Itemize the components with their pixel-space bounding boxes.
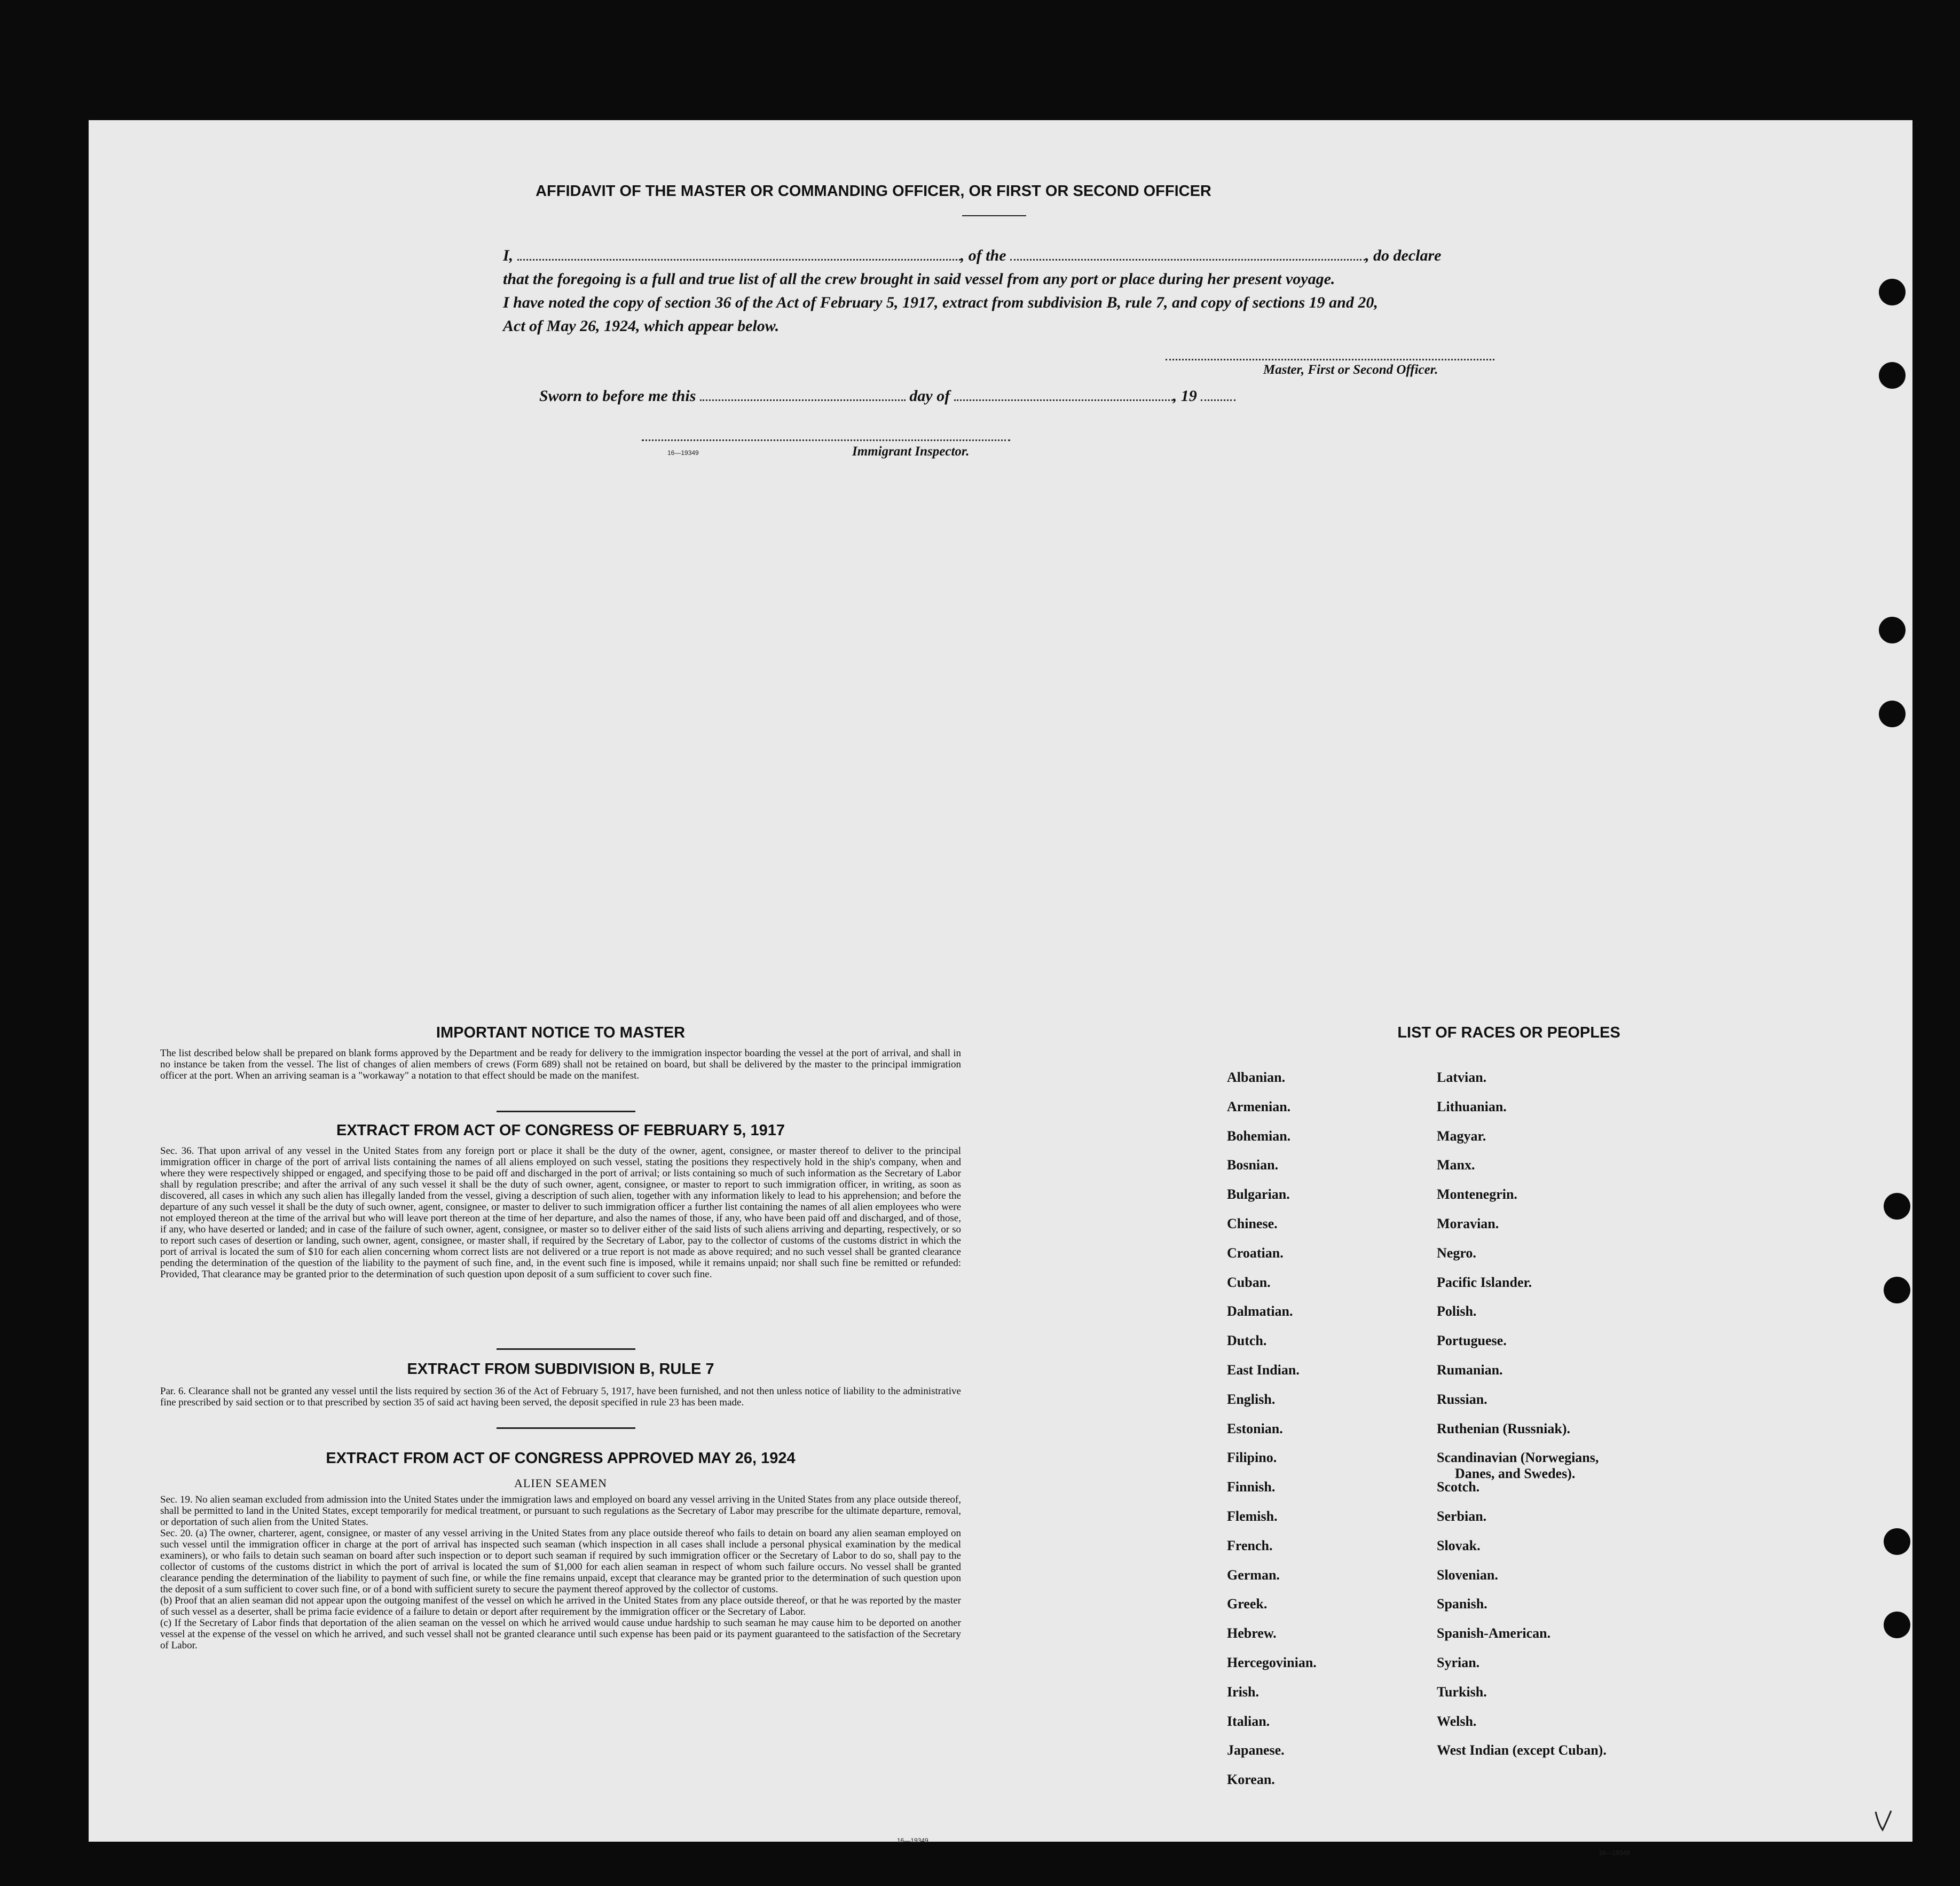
race-item: Greek. bbox=[1227, 1596, 1268, 1612]
binder-hole bbox=[1884, 1277, 1910, 1303]
race-item: English. bbox=[1227, 1391, 1276, 1407]
race-item: Rumanian. bbox=[1437, 1362, 1503, 1378]
race-item: Pacific Islander. bbox=[1437, 1274, 1532, 1290]
extract-1924-subtitle: ALIEN SEAMEN bbox=[514, 1476, 607, 1490]
race-item: Filipino. bbox=[1227, 1450, 1277, 1466]
sworn-day-field[interactable] bbox=[700, 399, 906, 401]
race-item: Flemish. bbox=[1227, 1508, 1278, 1524]
race-item: Polish. bbox=[1437, 1303, 1477, 1319]
binder-hole bbox=[1879, 279, 1906, 305]
races-title: LIST OF RACES OR PEOPLES bbox=[1397, 1024, 1620, 1041]
form-sheet bbox=[89, 120, 1912, 1857]
extract-rule7-body: Par. 6. Clearance shall not be granted any vessel until the lists required by section 36 of the Act of February 5, 1917, have been furnished, and not then unless notice of liability to the administrative fine prescribed by said section or to that prescribed by section 35 of said act having been served, the deposit specified in rule 23 has been made. bbox=[160, 1386, 961, 1408]
affidavit-do-declare: , do declare bbox=[1365, 247, 1442, 264]
extract-1924-body bbox=[160, 1494, 961, 1651]
extract-rule7-title: EXTRACT FROM SUBDIVISION B, RULE 7 bbox=[407, 1361, 714, 1378]
affidavit-of-the: , of the bbox=[960, 247, 1006, 264]
race-item: Slovak. bbox=[1437, 1537, 1481, 1553]
race-item: Russian. bbox=[1437, 1391, 1487, 1407]
section-divider bbox=[497, 1427, 635, 1429]
race-item: German. bbox=[1227, 1567, 1280, 1583]
day-of-label: day of bbox=[909, 387, 950, 405]
binder-hole bbox=[1879, 362, 1906, 389]
race-item: Hercegovinian. bbox=[1227, 1655, 1317, 1670]
race-item: Manx. bbox=[1437, 1157, 1475, 1173]
race-item: Croatian. bbox=[1227, 1245, 1284, 1261]
race-item: Korean. bbox=[1227, 1772, 1275, 1788]
title-divider bbox=[962, 215, 1026, 216]
race-item: Bulgarian. bbox=[1227, 1186, 1290, 1203]
handwritten-mark bbox=[1873, 1808, 1894, 1837]
form-number: 16—19349 bbox=[667, 449, 699, 457]
inspector-label: Immigrant Inspector. bbox=[852, 444, 970, 459]
extract-1917-title: EXTRACT FROM ACT OF CONGRESS OF FEBRUARY 5, 1917 bbox=[336, 1122, 785, 1139]
race-item: Hebrew. bbox=[1227, 1625, 1277, 1641]
vessel-field[interactable] bbox=[1010, 259, 1365, 261]
section-divider bbox=[497, 1348, 635, 1350]
race-item: Spanish-American. bbox=[1437, 1625, 1551, 1641]
master-signature-line[interactable] bbox=[1166, 359, 1494, 360]
race-item: Negro. bbox=[1437, 1245, 1476, 1261]
binder-hole bbox=[1884, 1612, 1910, 1638]
binder-hole bbox=[1879, 617, 1906, 643]
race-item: Serbian. bbox=[1437, 1508, 1487, 1524]
race-item: Lithuanian. bbox=[1437, 1098, 1507, 1114]
race-item: French. bbox=[1227, 1537, 1273, 1553]
race-item: Montenegrin. bbox=[1437, 1186, 1517, 1203]
affidavit-line2: that the foregoing is a full and true list of all the crew brought in said vessel from any port or place during her present voyage. bbox=[503, 270, 1335, 288]
extract-1924-title: EXTRACT FROM ACT OF CONGRESS APPROVED MAY 26, 1924 bbox=[326, 1450, 796, 1467]
race-item: Chinese. bbox=[1227, 1216, 1278, 1231]
race-item: Scotch. bbox=[1437, 1479, 1480, 1495]
race-item: Estonian. bbox=[1227, 1420, 1283, 1436]
race-item: Bosnian. bbox=[1227, 1157, 1279, 1173]
form-number: 16—19349 bbox=[1599, 1849, 1630, 1857]
race-item: Albanian. bbox=[1227, 1070, 1286, 1085]
sec20a-text: Sec. 20. (a) The owner, charterer, agent, consignee, or master of any vessel arriving in the United States from any place outside thereof who fails to detain on board any alien seaman employed on such vessel until the immigration officer in charge at the port of arrival has inspected such seaman (which inspection in all cases shall include a personal physical examination by the medical examiners), or who fails to detain such seaman on board after such inspection or to deport such seaman if required by such immigration officer or the Secretary of Labor to do so, shall pay to the collector of customs of the customs district in which the port of arrival is located the sum of $1,000 for each alien seaman in respect of whom such failure occurs. No vessel shall be granted clearance pending the determination of the liability to payment of such fine, or while the fine remains unpaid, except that clearance may be granted prior to the determination of such question upon the deposit of a sum sufficient to cover such fine, or of a bond with sufficient surety to secure the payment thereof approved by the collector of customs. bbox=[160, 1528, 961, 1595]
binder-hole bbox=[1884, 1528, 1910, 1555]
race-item: West Indian (except Cuban). bbox=[1437, 1742, 1607, 1758]
sec20b-text: (b) Proof that an alien seaman did not appear upon the outgoing manifest of the vessel on which he arrived in the United States from any place outside thereof, or that he was reported by the master of such vessel as a deserter, shall be prima facie evidence of a failure to detain or deport after requirement by the immigration officer or the Secretary of Labor. bbox=[160, 1595, 961, 1617]
race-item: Italian. bbox=[1227, 1713, 1270, 1729]
binder-hole bbox=[1884, 1193, 1910, 1220]
sworn-year-field[interactable] bbox=[1201, 399, 1235, 401]
race-item: Latvian. bbox=[1437, 1070, 1487, 1085]
race-item: Spanish. bbox=[1437, 1596, 1487, 1612]
form-number: 16—19349 bbox=[897, 1837, 928, 1844]
binder-hole bbox=[1879, 701, 1906, 727]
notice-title: IMPORTANT NOTICE TO MASTER bbox=[436, 1024, 686, 1041]
sec19-text: Sec. 19. No alien seaman excluded from admission into the United States under the immigration laws and employed on board any vessel arriving in the United States from any place outside thereof, shall be permitted to land in the United States, except temporarily for medical treatment, or pursuant to such regulations as the Secretary of Labor may prescribe for the ultimate departure, removal, or deportation of such alien from the United States. bbox=[160, 1494, 961, 1528]
race-item: Magyar. bbox=[1437, 1128, 1486, 1144]
affidavit-title: AFFIDAVIT OF THE MASTER OR COMMANDING OFFICER, OR FIRST OR SECOND OFFICER bbox=[536, 183, 1211, 200]
year-label: , 19 bbox=[1172, 387, 1197, 405]
race-item: Irish. bbox=[1227, 1684, 1259, 1700]
extract-1917-body: Sec. 36. That upon arrival of any vessel in the United States from any foreign port or place it shall be the duty of the owner, agent, consignee, or master thereof to deliver to the principal immigration officer in charge of the port of arrival lists containing the names of all aliens employed on such vessel, stating the positions they respectively hold in the ship's company, when and where they were respectively shipped or engaged, and specifying those to be paid off and discharged in the port of arrival; or lists containing so much of such information as the Secretary of Labor shall by regulation prescribe; and after the arrival of any such vessel it shall be the duty of such owner, agent, consignee, or master to report to such immigration officer, in writing, as soon as discovered, all cases in which any such alien has illegally landed from the vessel, giving a description of such alien, together with any information likely to lead to his apprehension; and before the departure of any such vessel it shall be the duty of such owner, agent, consignee, or master to deliver to such immigration officer a further list containing the names of all alien employees who were not employed thereon at the time of the arrival but who will leave port thereon at the time of her departure, and also the names of those, if any, who have been paid off and discharged, and of those, if any, who have deserted or landed; and in case of the failure of such owner, agent, consignee, or master so to deliver either of the said lists of such aliens arriving and departing, respectively, or so to report such cases of desertion or landing, such owner, agent, consignee, or master shall, if required by the Secretary of Labor, pay to the collector of customs of the customs district in which the port of arrival is located the sum of $10 for each alien concerning whom correct lists are not delivered or a true report is not made as above required; and no such vessel shall be granted clearance pending the determination of the question of the liability to the payment of such fine, and, in the event such fine is imposed, while it remains unpaid; nor shall such fine be remitted or refunded: Provided, That clearance may be granted prior to the determination of such question upon deposit of a sum sufficient to cover such fine. bbox=[160, 1145, 961, 1280]
race-item: Danes, and Swedes). bbox=[1455, 1466, 1576, 1482]
notice-body: The list described below shall be prepared on blank forms approved by the Department and be ready for delivery to the immigration inspector boarding the vessel at the port of arrival, and shall in no instance be taken from the vessel. The list of changes of alien members of crews (Form 689) shall not be retained on board, but shall be delivered by the master to the principal immigration officer at the port. When an arriving seaman is a "workaway" a notation to that effect should be made on the manifest. bbox=[160, 1048, 961, 1081]
race-item: Ruthenian (Russniak). bbox=[1437, 1420, 1570, 1436]
race-item: Slovenian. bbox=[1437, 1567, 1498, 1583]
sworn-month-field[interactable] bbox=[954, 399, 1173, 401]
affidavit-text bbox=[503, 244, 1651, 338]
race-item: Finnish. bbox=[1227, 1479, 1276, 1495]
master-label: Master, First or Second Officer. bbox=[1263, 363, 1438, 377]
section-divider bbox=[497, 1111, 635, 1112]
affidavit-line4: Act of May 26, 1924, which appear below. bbox=[503, 317, 780, 335]
race-item: Dutch. bbox=[1227, 1333, 1267, 1349]
sworn-line bbox=[539, 387, 1235, 405]
sworn-label: Sworn to before me this bbox=[539, 387, 696, 405]
affidavit-line3: I have noted the copy of section 36 of the Act of February 5, 1917, extract from subdivision B, rule 7, and copy of sections 19 and 20, bbox=[503, 294, 1378, 311]
race-item: Moravian. bbox=[1437, 1216, 1499, 1231]
race-item: Turkish. bbox=[1437, 1684, 1487, 1700]
race-item: Syrian. bbox=[1437, 1655, 1480, 1670]
race-item: East Indian. bbox=[1227, 1362, 1300, 1378]
race-item: Japanese. bbox=[1227, 1742, 1285, 1758]
sec20c-text: (c) If the Secretary of Labor finds that deportation of the alien seaman on the vessel on which he arrived would cause undue hardship to such seaman he may cause him to be deported on another vessel at the expense of the vessel on which he arrived, and such vessel shall not be granted clearance until such expense has been paid or its payment guaranteed to the satisfaction of the Secretary of Labor. bbox=[160, 1617, 961, 1651]
name-field[interactable] bbox=[517, 259, 961, 261]
race-item: Armenian. bbox=[1227, 1098, 1291, 1114]
race-item: Welsh. bbox=[1437, 1713, 1477, 1729]
race-item: Dalmatian. bbox=[1227, 1303, 1293, 1319]
race-item: Cuban. bbox=[1227, 1274, 1271, 1290]
affidavit-i: I, bbox=[503, 247, 514, 264]
race-item: Scandinavian (Norwegians, bbox=[1437, 1450, 1599, 1466]
inspector-signature-line[interactable] bbox=[642, 439, 1010, 441]
race-item: Bohemian. bbox=[1227, 1128, 1291, 1144]
race-item: Portuguese. bbox=[1437, 1333, 1507, 1349]
